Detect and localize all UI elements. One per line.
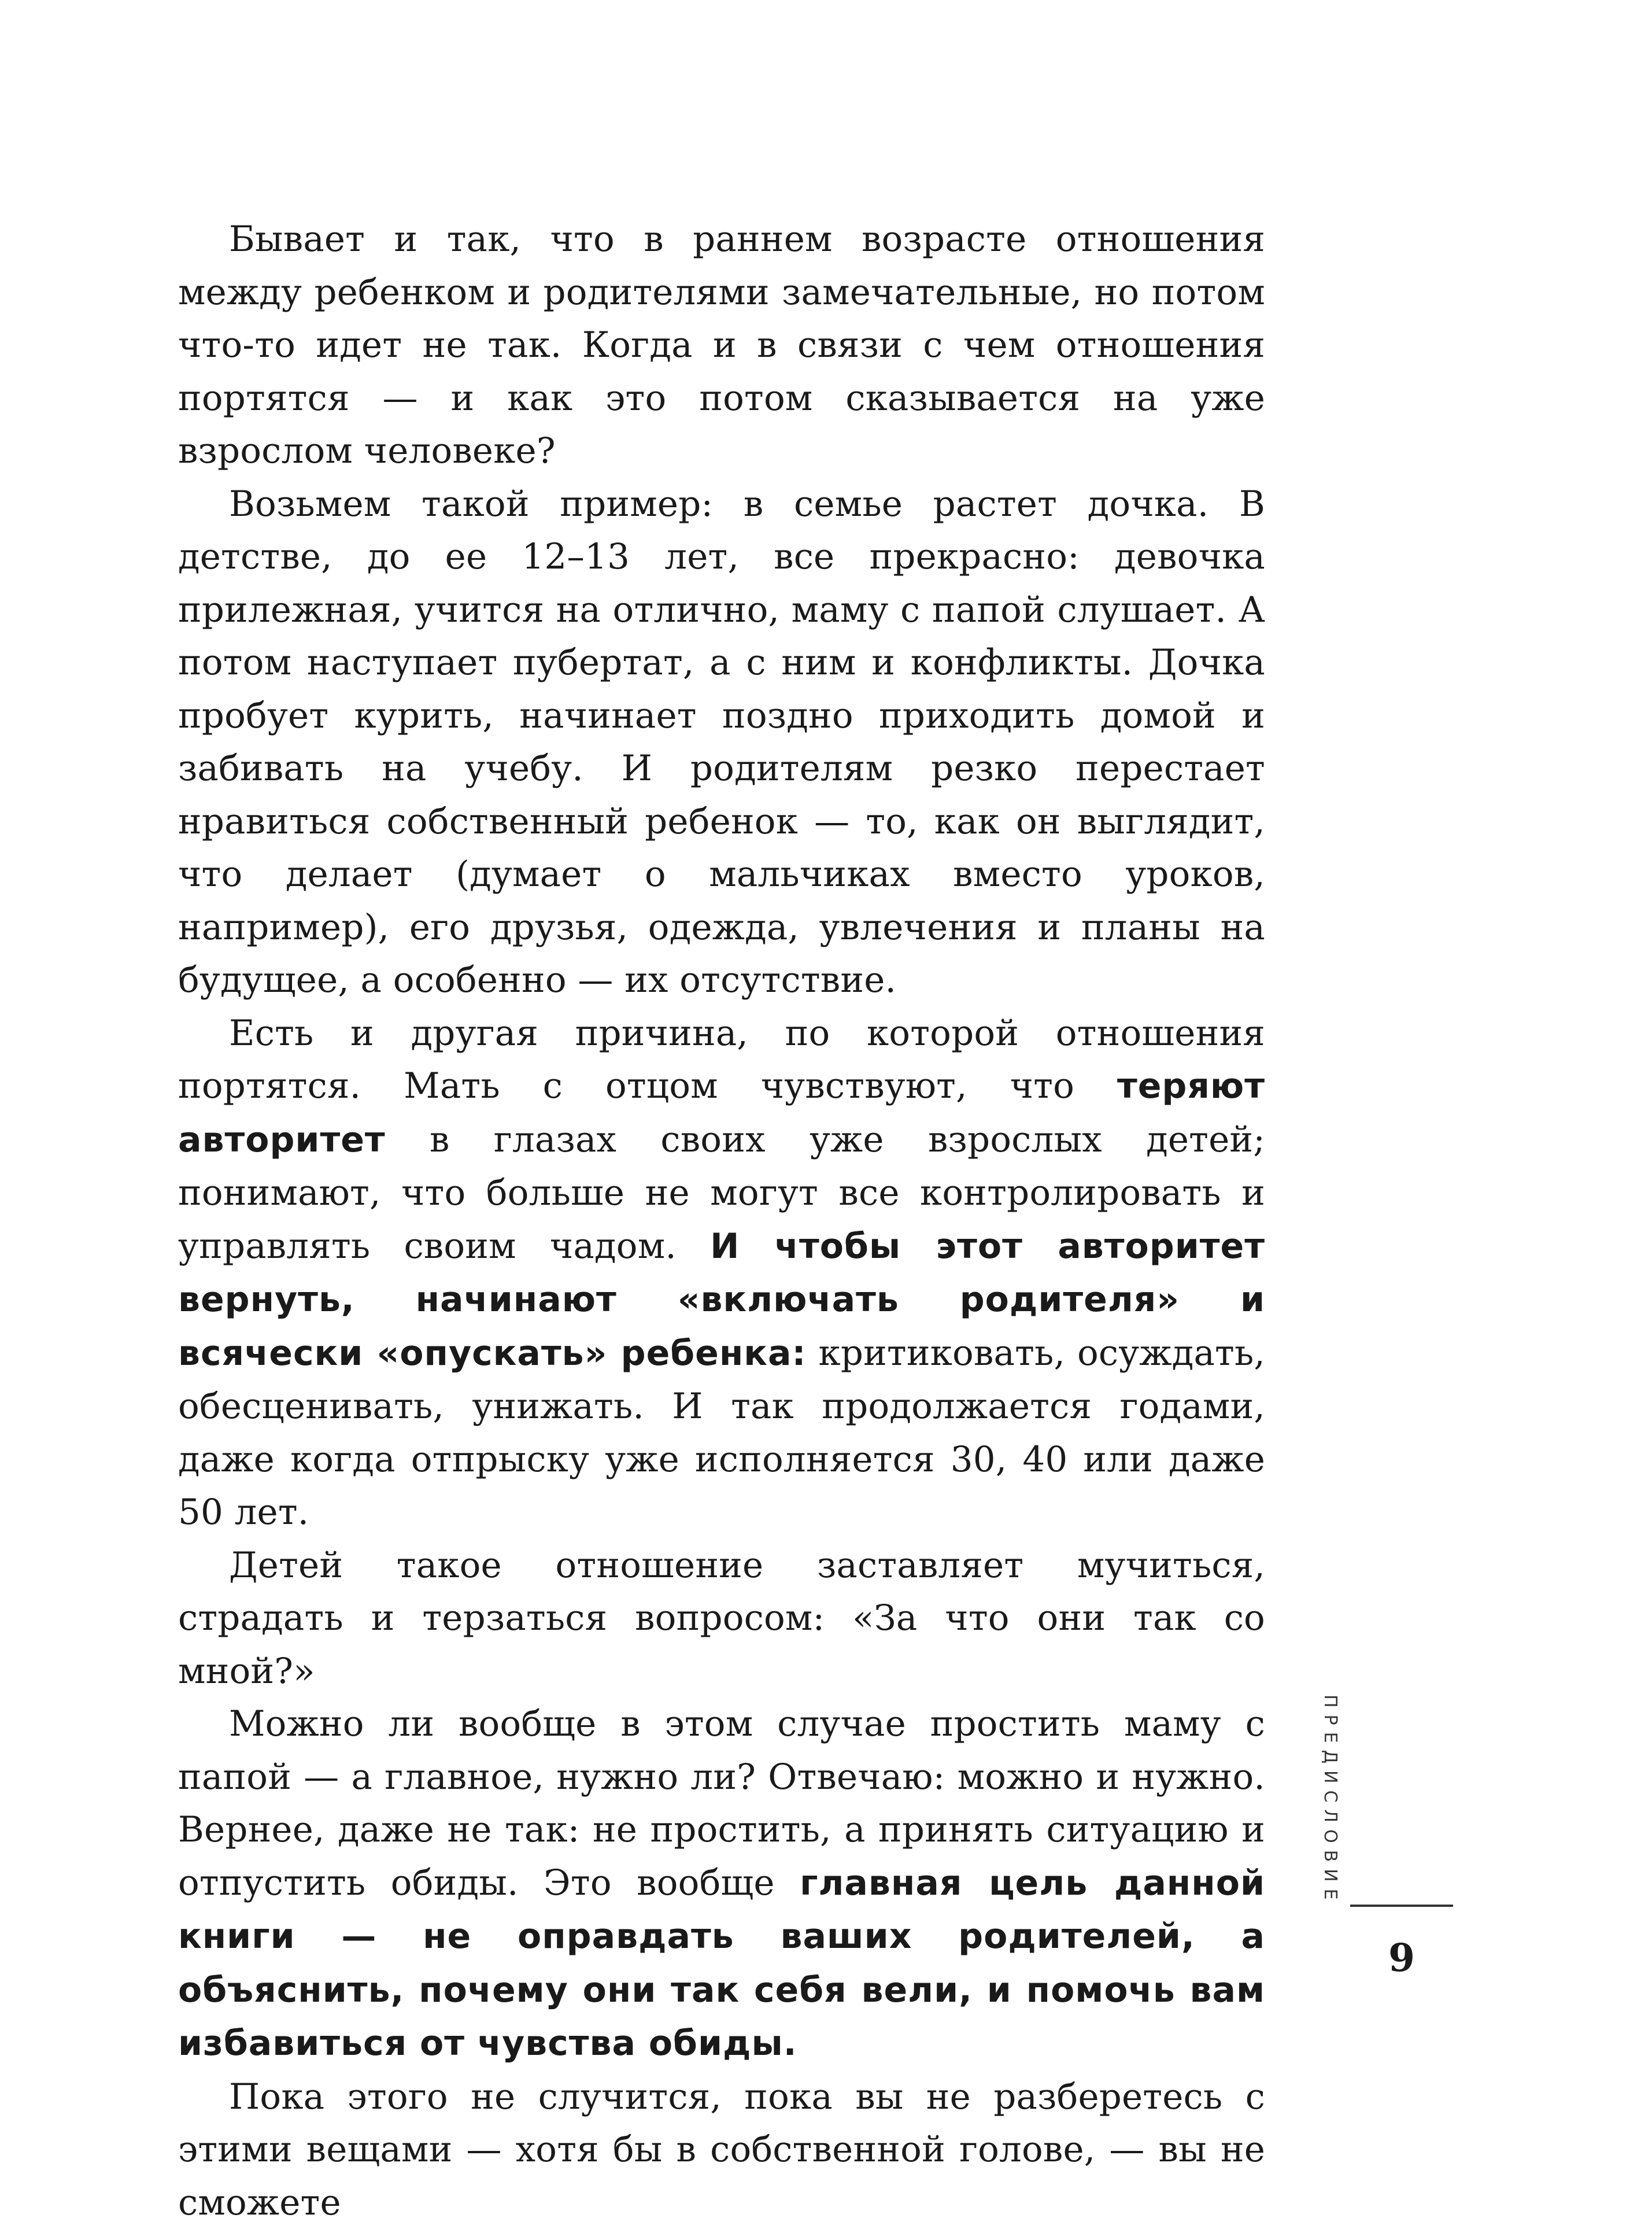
paragraph-4: Детей такое отношение заставляет мучиться, страдать и терзаться вопросом: «За что они так со мной?» bbox=[178, 1539, 1265, 1698]
paragraph-5 bbox=[178, 1697, 1265, 2071]
paragraph-6: Пока этого не случится, пока вы не разберетесь с этими вещами — хотя бы в собственной голове, — вы не сможете bbox=[178, 2071, 1265, 2229]
paragraph-3 bbox=[178, 1007, 1265, 1539]
paragraph-3-text-c: критиковать, осуждать, обесценивать, унижать. И так продолжается годами, даже когда отпрыску уже исполняется 30, 40 или даже 50 лет. bbox=[178, 1333, 1265, 1533]
paragraph-3-text-a: Есть и другая причина, по которой отношения портятся. Мать с отцом чувствуют, что bbox=[178, 1013, 1265, 1107]
paragraph-5-bold: главная цель данной книги — не оправдать ваших родителей, а объяснить, почему они так себя вели, и помочь вам избавиться от чувства обиды. bbox=[178, 1863, 1265, 2064]
paragraph-3-bold-b: И чтобы этот авторитет вернуть, начинают «включать родителя» и всячески «опускать» ребенка: bbox=[178, 1226, 1265, 1374]
running-head: ПРЕДИСЛОВИЕ bbox=[1320, 1695, 1340, 1907]
paragraph-1: Бывает и так, что в раннем возрасте отношения между ребенком и родителями замечательные, но потом что-то идет не так. Когда и в связи с чем отношения портятся — и как это потом сказывается на уже взрослом человеке? bbox=[178, 213, 1265, 478]
paragraph-3-text-b: в глазах своих уже взрослых детей; понимают, что больше не могут все контролировать и управлять своим чадом. bbox=[178, 1119, 1265, 1267]
paragraph-5-text: Можно ли вообще в этом случае простить маму с папой — а главное, нужно ли? Отвечаю: можно и нужно. Вернее, даже не так: не простить, а принять ситуацию и отпустить обиды. Это вообще bbox=[178, 1703, 1265, 1903]
body-text bbox=[178, 213, 1265, 2229]
footer-rule bbox=[1350, 1905, 1453, 1907]
page-number: 9 bbox=[1350, 1935, 1453, 1981]
paragraph-3-bold-a: теряют авторитет bbox=[178, 1066, 1265, 1160]
paragraph-2: Возьмем такой пример: в семье растет дочка. В детстве, до ее 12–13 лет, все прекрасно: девочка прилежная, учится на отлично, маму с папой слушает. А потом наступает пубертат, а с ним и конфликты. Дочка пробует курить, начинает поздно приходить домой и забивать на учебу. И родителям резко перестает нравиться собственный ребенок — то, как он выглядит, что делает (думает о мальчиках вместо уроков, например), его друзья, одежда, увлечения и планы на будущее, а особенно — их отсутствие. bbox=[178, 478, 1265, 1007]
